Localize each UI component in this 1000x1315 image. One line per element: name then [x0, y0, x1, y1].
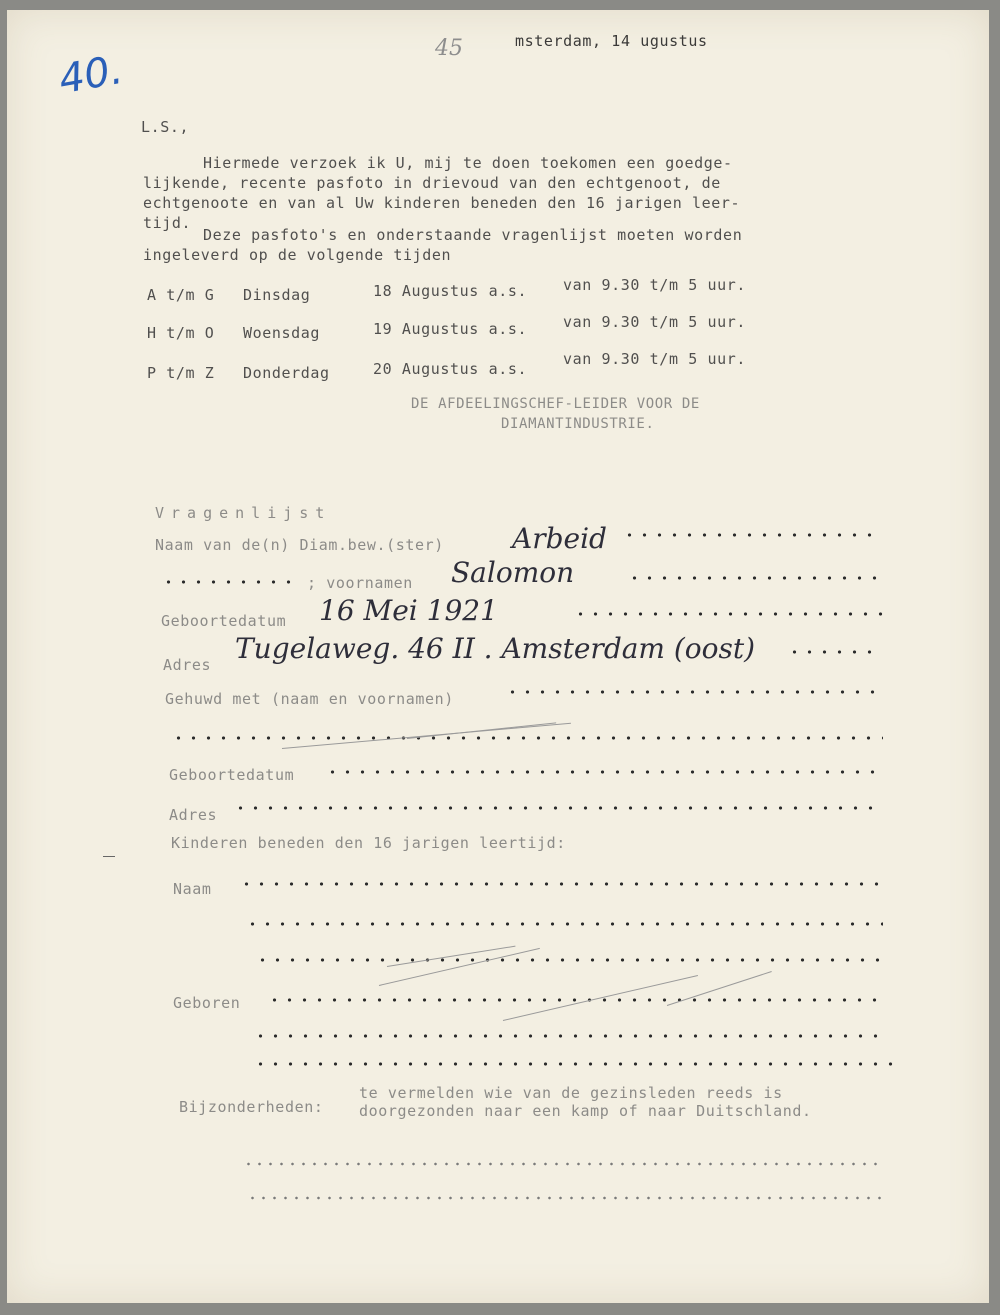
dotted-line	[245, 922, 883, 926]
schedule-range: A t/m G	[147, 286, 215, 304]
address-label: Adres	[163, 656, 212, 674]
para2-line2: ingeleverd op de volgende tijden	[143, 246, 452, 264]
birthdate-value: 16 Mei 1921	[319, 594, 498, 627]
para1-line4: tijd.	[143, 214, 192, 232]
schedule-range: P t/m Z	[147, 364, 215, 382]
dotted-line	[622, 533, 882, 537]
dotted-line	[161, 580, 301, 584]
schedule-date: 20 Augustus a.s.	[373, 360, 528, 378]
schedule-time: van 9.30 t/m 5 uur.	[563, 350, 746, 368]
dotted-line	[243, 1162, 883, 1166]
dotted-line	[247, 1196, 883, 1200]
name-label: Naam van de(n) Diam.bew.(ster)	[155, 536, 444, 554]
para1-line1: Hiermede verzoek ik U, mij te doen toekomen een goedge-	[203, 154, 733, 172]
document-page	[7, 10, 989, 1303]
address-value: Tugelaweg. 46 II . Amsterdam (oost)	[235, 632, 756, 665]
children-label: Kinderen beneden den 16 jarigen leertijd:	[171, 834, 566, 852]
para1-line3: echtgenoote en van al Uw kinderen beneden den 16 jarigen leer-	[143, 194, 741, 212]
birthdate-label: Geboortedatum	[161, 612, 287, 630]
schedule-day: Woensdag	[243, 324, 321, 342]
schedule-day: Donderdag	[243, 364, 330, 382]
place-date: msterdam, 14 ugustus	[515, 32, 718, 50]
dotted-line	[267, 998, 883, 1002]
signature-line1: DE AFDEELINGSCHEF-LEIDER VOOR DE	[411, 396, 700, 412]
children-name-label: Naam	[173, 880, 212, 898]
pencil-number: 45	[435, 36, 463, 61]
signature-line2: DIAMANTINDUSTRIE.	[501, 416, 655, 432]
remarks-line1: te vermelden wie van de gezinsleden reeds is	[359, 1084, 783, 1102]
firstnames-label: ; voornamen	[307, 574, 413, 592]
schedule-time: van 9.30 t/m 5 uur.	[563, 276, 746, 294]
schedule-time: van 9.30 t/m 5 uur.	[563, 313, 746, 331]
remarks-line2: doorgezonden naar een kamp of naar Duitschland.	[359, 1102, 812, 1120]
dotted-line	[253, 1062, 903, 1066]
dotted-line	[239, 882, 883, 886]
schedule-date: 19 Augustus a.s.	[373, 320, 528, 338]
form-title: Vragenlijst	[155, 504, 332, 522]
dotted-line	[255, 958, 883, 962]
schedule-range: H t/m O	[147, 324, 215, 342]
dotted-line	[233, 806, 883, 810]
salutation: L.S.,	[141, 118, 190, 136]
schedule-day: Dinsdag	[243, 286, 311, 304]
schedule-date: 18 Augustus a.s.	[373, 282, 528, 300]
dotted-line	[573, 612, 883, 616]
dotted-line	[787, 650, 882, 654]
married-label: Gehuwd met (naam en voornamen)	[165, 690, 454, 708]
margin-mark	[103, 856, 115, 857]
spouse-address-label: Adres	[169, 806, 218, 824]
folio-number: 40.	[55, 46, 127, 104]
dotted-line	[171, 736, 883, 740]
dotted-line	[505, 690, 883, 694]
firstnames-value: Salomon	[451, 556, 575, 589]
pencil-strike	[387, 946, 516, 967]
children-born-label: Geboren	[173, 994, 241, 1012]
dotted-line	[253, 1034, 883, 1038]
para2-line1: Deze pasfoto's en onderstaande vragenlijst moeten worden	[203, 226, 743, 244]
dotted-line	[325, 770, 883, 774]
spouse-birthdate-label: Geboortedatum	[169, 766, 295, 784]
remarks-label: Bijzonderheden:	[179, 1098, 324, 1116]
name-value: Arbeid	[512, 522, 607, 555]
para1-line2: lijkende, recente pasfoto in drievoud van den echtgenoot, de	[143, 174, 721, 192]
dotted-line	[627, 576, 882, 580]
